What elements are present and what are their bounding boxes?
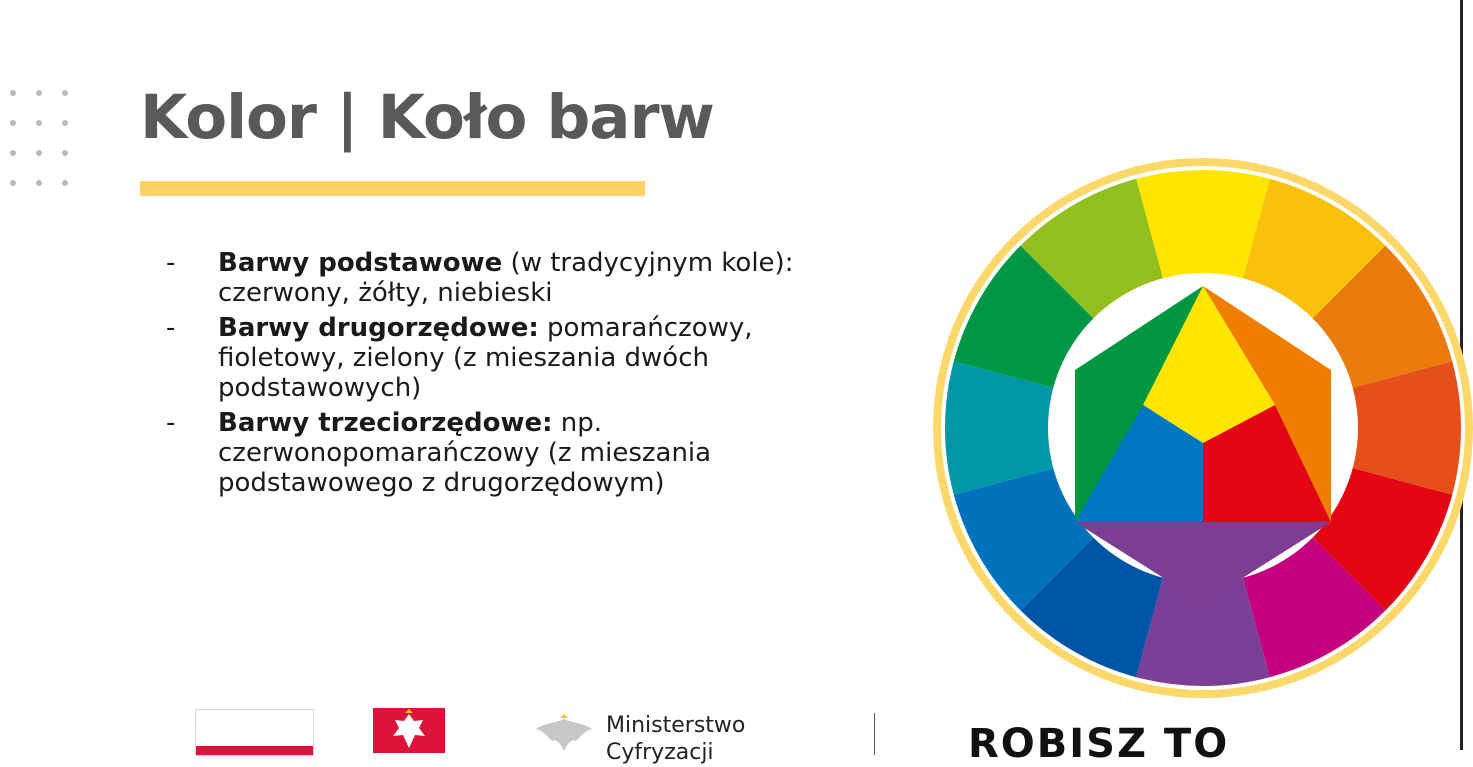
bullet-text: (w tradycyjnym kole): czerwony, żółty, niebieski <box>218 248 794 308</box>
eagle-icon <box>373 708 445 753</box>
ministry-eagle-icon <box>530 713 598 753</box>
ministry-name-line2: Cyfryzacji <box>606 740 714 765</box>
bullet-text: np. czerwonopomarańczowy (z mieszania podstawowego z drugorzędowym) <box>218 408 712 498</box>
footer-divider <box>874 713 875 755</box>
footer-logos <box>0 705 1465 767</box>
bullet-term: Barwy podstawowe <box>218 248 503 278</box>
bullet-dash: - <box>166 408 176 438</box>
title-underline <box>140 181 645 196</box>
flag-red-stripe <box>196 746 313 755</box>
ministry-name-line1: Ministerstwo <box>606 713 746 738</box>
bullet-list <box>160 248 880 503</box>
poland-flag-logo <box>195 709 314 756</box>
bullet-item <box>160 408 880 498</box>
bullet-item <box>160 313 880 403</box>
brand-logo: ROBISZ TO <box>968 721 1230 767</box>
bullet-item <box>160 248 880 308</box>
bullet-term: Barwy drugorzędowe: <box>218 313 539 343</box>
bullet-dash: - <box>166 248 176 278</box>
color-wheel-image <box>933 158 1473 698</box>
poland-emblem-logo <box>373 708 445 753</box>
bullet-term: Barwy trzeciorzędowe: <box>218 408 553 438</box>
bullet-text: pomarańczowy, fioletowy, zielony (z mieszania dwóch podstawowych) <box>218 313 753 403</box>
slide-title: Kolor | Koło barw <box>140 82 714 153</box>
decorative-dots <box>10 90 90 190</box>
bullet-dash: - <box>166 313 176 343</box>
